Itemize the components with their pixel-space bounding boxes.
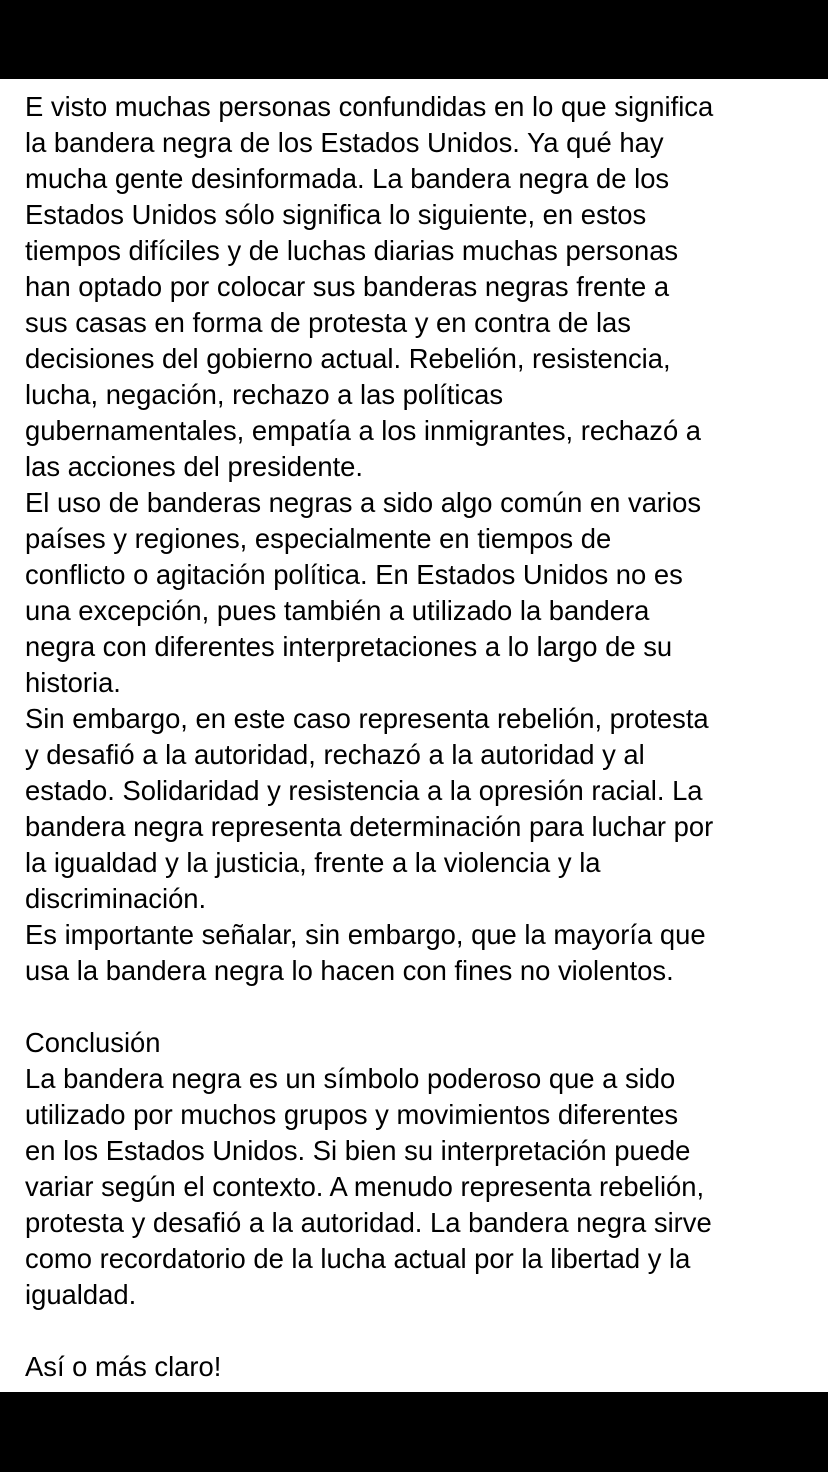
text-line: discriminación. bbox=[25, 883, 207, 914]
conclusion-heading: Conclusión bbox=[25, 1027, 161, 1058]
text-line: sus casas en forma de protesta y en contra de las bbox=[25, 307, 631, 338]
blank-line bbox=[25, 1313, 818, 1349]
text-line: lucha, negación, rechazo a las políticas bbox=[25, 379, 504, 410]
text-line: tiempos difíciles y de luchas diarias muchas personas bbox=[25, 235, 679, 266]
text-line: igualdad. bbox=[25, 1279, 137, 1310]
text-line: Es importante señalar, sin embargo, que la mayoría que bbox=[25, 919, 706, 950]
text-line: utilizado por muchos grupos y movimientos diferentes bbox=[25, 1099, 679, 1130]
text-line: la bandera negra de los Estados Unidos. Ya qué hay bbox=[25, 127, 664, 158]
text-line: estado. Solidaridad y resistencia a la opresión racial. La bbox=[25, 775, 703, 806]
text-line: negra con diferentes interpretaciones a lo largo de su bbox=[25, 631, 673, 662]
blank-line bbox=[25, 989, 818, 1025]
text-line: una excepción, pues también a utilizado la bandera bbox=[25, 595, 650, 626]
text-line: en los Estados Unidos. Si bien su interpretación puede bbox=[25, 1135, 691, 1166]
text-line: mucha gente desinformada. La bandera negra de los bbox=[25, 163, 670, 194]
text-line: usa la bandera negra lo hacen con fines no violentos. bbox=[25, 955, 674, 986]
text-line: Estados Unidos sólo significa lo siguiente, en estos bbox=[25, 199, 647, 230]
closing-line: Así o más claro! bbox=[25, 1351, 222, 1382]
post-text bbox=[0, 79, 828, 1392]
text-line: gubernamentales, empatía a los inmigrantes, rechazó a bbox=[25, 415, 702, 446]
text-line: protesta y desafió a la autoridad. La bandera negra sirve bbox=[25, 1207, 712, 1238]
text-line: conflicto o agitación política. En Estados Unidos no es bbox=[25, 559, 683, 590]
text-line: bandera negra representa determinación para luchar por bbox=[25, 811, 714, 842]
text-line: la igualdad y la justicia, frente a la violencia y la bbox=[25, 847, 601, 878]
text-line: Sin embargo, en este caso representa rebelión, protesta bbox=[25, 703, 709, 734]
top-black-bar bbox=[0, 0, 828, 79]
bottom-black-bar bbox=[0, 1392, 828, 1472]
text-line: La bandera negra es un símbolo poderoso que a sido bbox=[25, 1063, 676, 1094]
text-line: países y regiones, especialmente en tiempos de bbox=[25, 523, 612, 554]
text-line: El uso de banderas negras a sido algo común en varios bbox=[25, 487, 702, 518]
text-line: variar según el contexto. A menudo representa rebelión, bbox=[25, 1171, 705, 1202]
text-line: historia. bbox=[25, 667, 121, 698]
text-line: las acciones del presidente. bbox=[25, 451, 364, 482]
text-line: E visto muchas personas confundidas en lo que significa bbox=[25, 91, 714, 122]
text-line: y desafió a la autoridad, rechazó a la autoridad y al bbox=[25, 739, 645, 770]
text-line: han optado por colocar sus banderas negras frente a bbox=[25, 271, 670, 302]
text-line: decisiones del gobierno actual. Rebelión, resistencia, bbox=[25, 343, 671, 374]
text-line: como recordatorio de la lucha actual por la libertad y la bbox=[25, 1243, 691, 1274]
